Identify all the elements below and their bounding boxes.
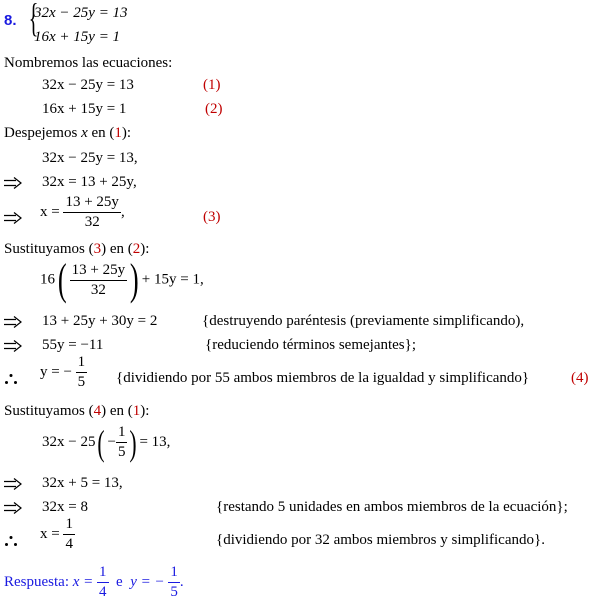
equation-tag-1: (1) <box>203 77 221 93</box>
section-heading-name-equations: Nombremos las ecuaciones: <box>4 55 173 71</box>
problem-number: 8. <box>4 12 17 29</box>
implies-arrow-icon <box>4 474 22 492</box>
expand-step: 13 + 25y + 30y = 2 <box>42 313 158 329</box>
x-result-note: {dividiendo por 32 ambos miembros y simplificando}. <box>216 532 545 548</box>
simplify-step: 32x + 5 = 13, <box>42 475 123 491</box>
fraction-denominator: 4 <box>99 584 107 600</box>
section-heading-substitute-3-into-2: Sustituyamos (3) en (2): <box>4 241 150 257</box>
fraction-denominator: 32 <box>84 214 100 230</box>
fraction-numerator: 1 <box>168 564 180 583</box>
therefore-icon <box>4 531 18 549</box>
therefore-icon <box>4 369 18 387</box>
equation-tag-4: (4) <box>571 370 589 386</box>
answer-line: Respuesta: x = $\frac{1}{4}$ e y = − $\frac{1}{5}$ . <box>4 564 184 600</box>
fraction-denominator: 32 <box>90 281 106 298</box>
substitution-equation-2: 32x − 25( − $\frac{1}{5}$ ) = 13, <box>42 422 171 463</box>
reduce-step-note: {reduciendo términos semejantes}; <box>205 337 417 353</box>
expand-step-note: {destruyendo paréntesis (previamente simplificando), <box>202 313 525 329</box>
y-result-step: y = − $\frac{1}{5}$ <box>40 354 86 390</box>
fraction-denominator: 5 <box>117 444 126 460</box>
fraction-denominator: 5 <box>77 374 86 390</box>
equation-tag-3: (3) <box>203 209 221 225</box>
fraction-numerator: 1 <box>97 564 109 583</box>
implies-arrow-icon <box>4 336 22 354</box>
implies-arrow-icon <box>4 498 22 516</box>
solve-step-2: 32x = 13 + 25y, <box>42 174 137 190</box>
implies-arrow-icon <box>4 173 22 191</box>
system-equation-2: 16x + 15y = 1 <box>34 29 121 45</box>
y-result-note: {dividiendo por 55 ambos miembros de la igualdad y simplificando} <box>116 370 530 386</box>
implies-arrow-icon <box>4 312 22 330</box>
fraction-denominator: 4 <box>65 536 73 552</box>
subtract-step: 32x = 8 <box>42 499 88 515</box>
subtract-step-note: {restando 5 unidades en ambos miembros de la ecuación}; <box>216 499 568 515</box>
fraction-numerator: 1 <box>116 424 128 443</box>
x-result-step: x = $\frac{1}{4}$ <box>40 516 73 552</box>
fraction-numerator: 13 + 25y <box>63 194 120 213</box>
substitution-equation: 16( $\frac{13 + 25y}{32}$ ) + 15y = 1, <box>40 255 204 304</box>
system-brace: { <box>28 0 39 40</box>
named-equation-2: 16x + 15y = 1 <box>42 101 127 117</box>
answer-label: Respuesta: <box>4 573 69 590</box>
implies-arrow-icon <box>4 208 22 226</box>
section-heading-substitute-4-into-1: Sustituyamos (4) en (1): <box>4 403 150 419</box>
solve-step-1: 32x − 25y = 13, <box>42 150 138 166</box>
section-heading-solve-x: Despejemos x en (1): <box>4 125 132 141</box>
reduce-step: 55y = −11 <box>42 337 104 353</box>
fraction-numerator: 13 + 25y <box>70 262 127 281</box>
equation-tag-2: (2) <box>205 101 223 117</box>
named-equation-1: 32x − 25y = 13 <box>42 77 134 93</box>
fraction-denominator: 5 <box>170 584 178 600</box>
solve-step-3: x = $\frac{13 + 25y}{32}$ , <box>40 194 125 230</box>
fraction-numerator: 1 <box>63 516 75 535</box>
fraction-numerator: 1 <box>76 354 88 373</box>
system-equation-1: 32x − 25y = 13 <box>34 5 128 21</box>
